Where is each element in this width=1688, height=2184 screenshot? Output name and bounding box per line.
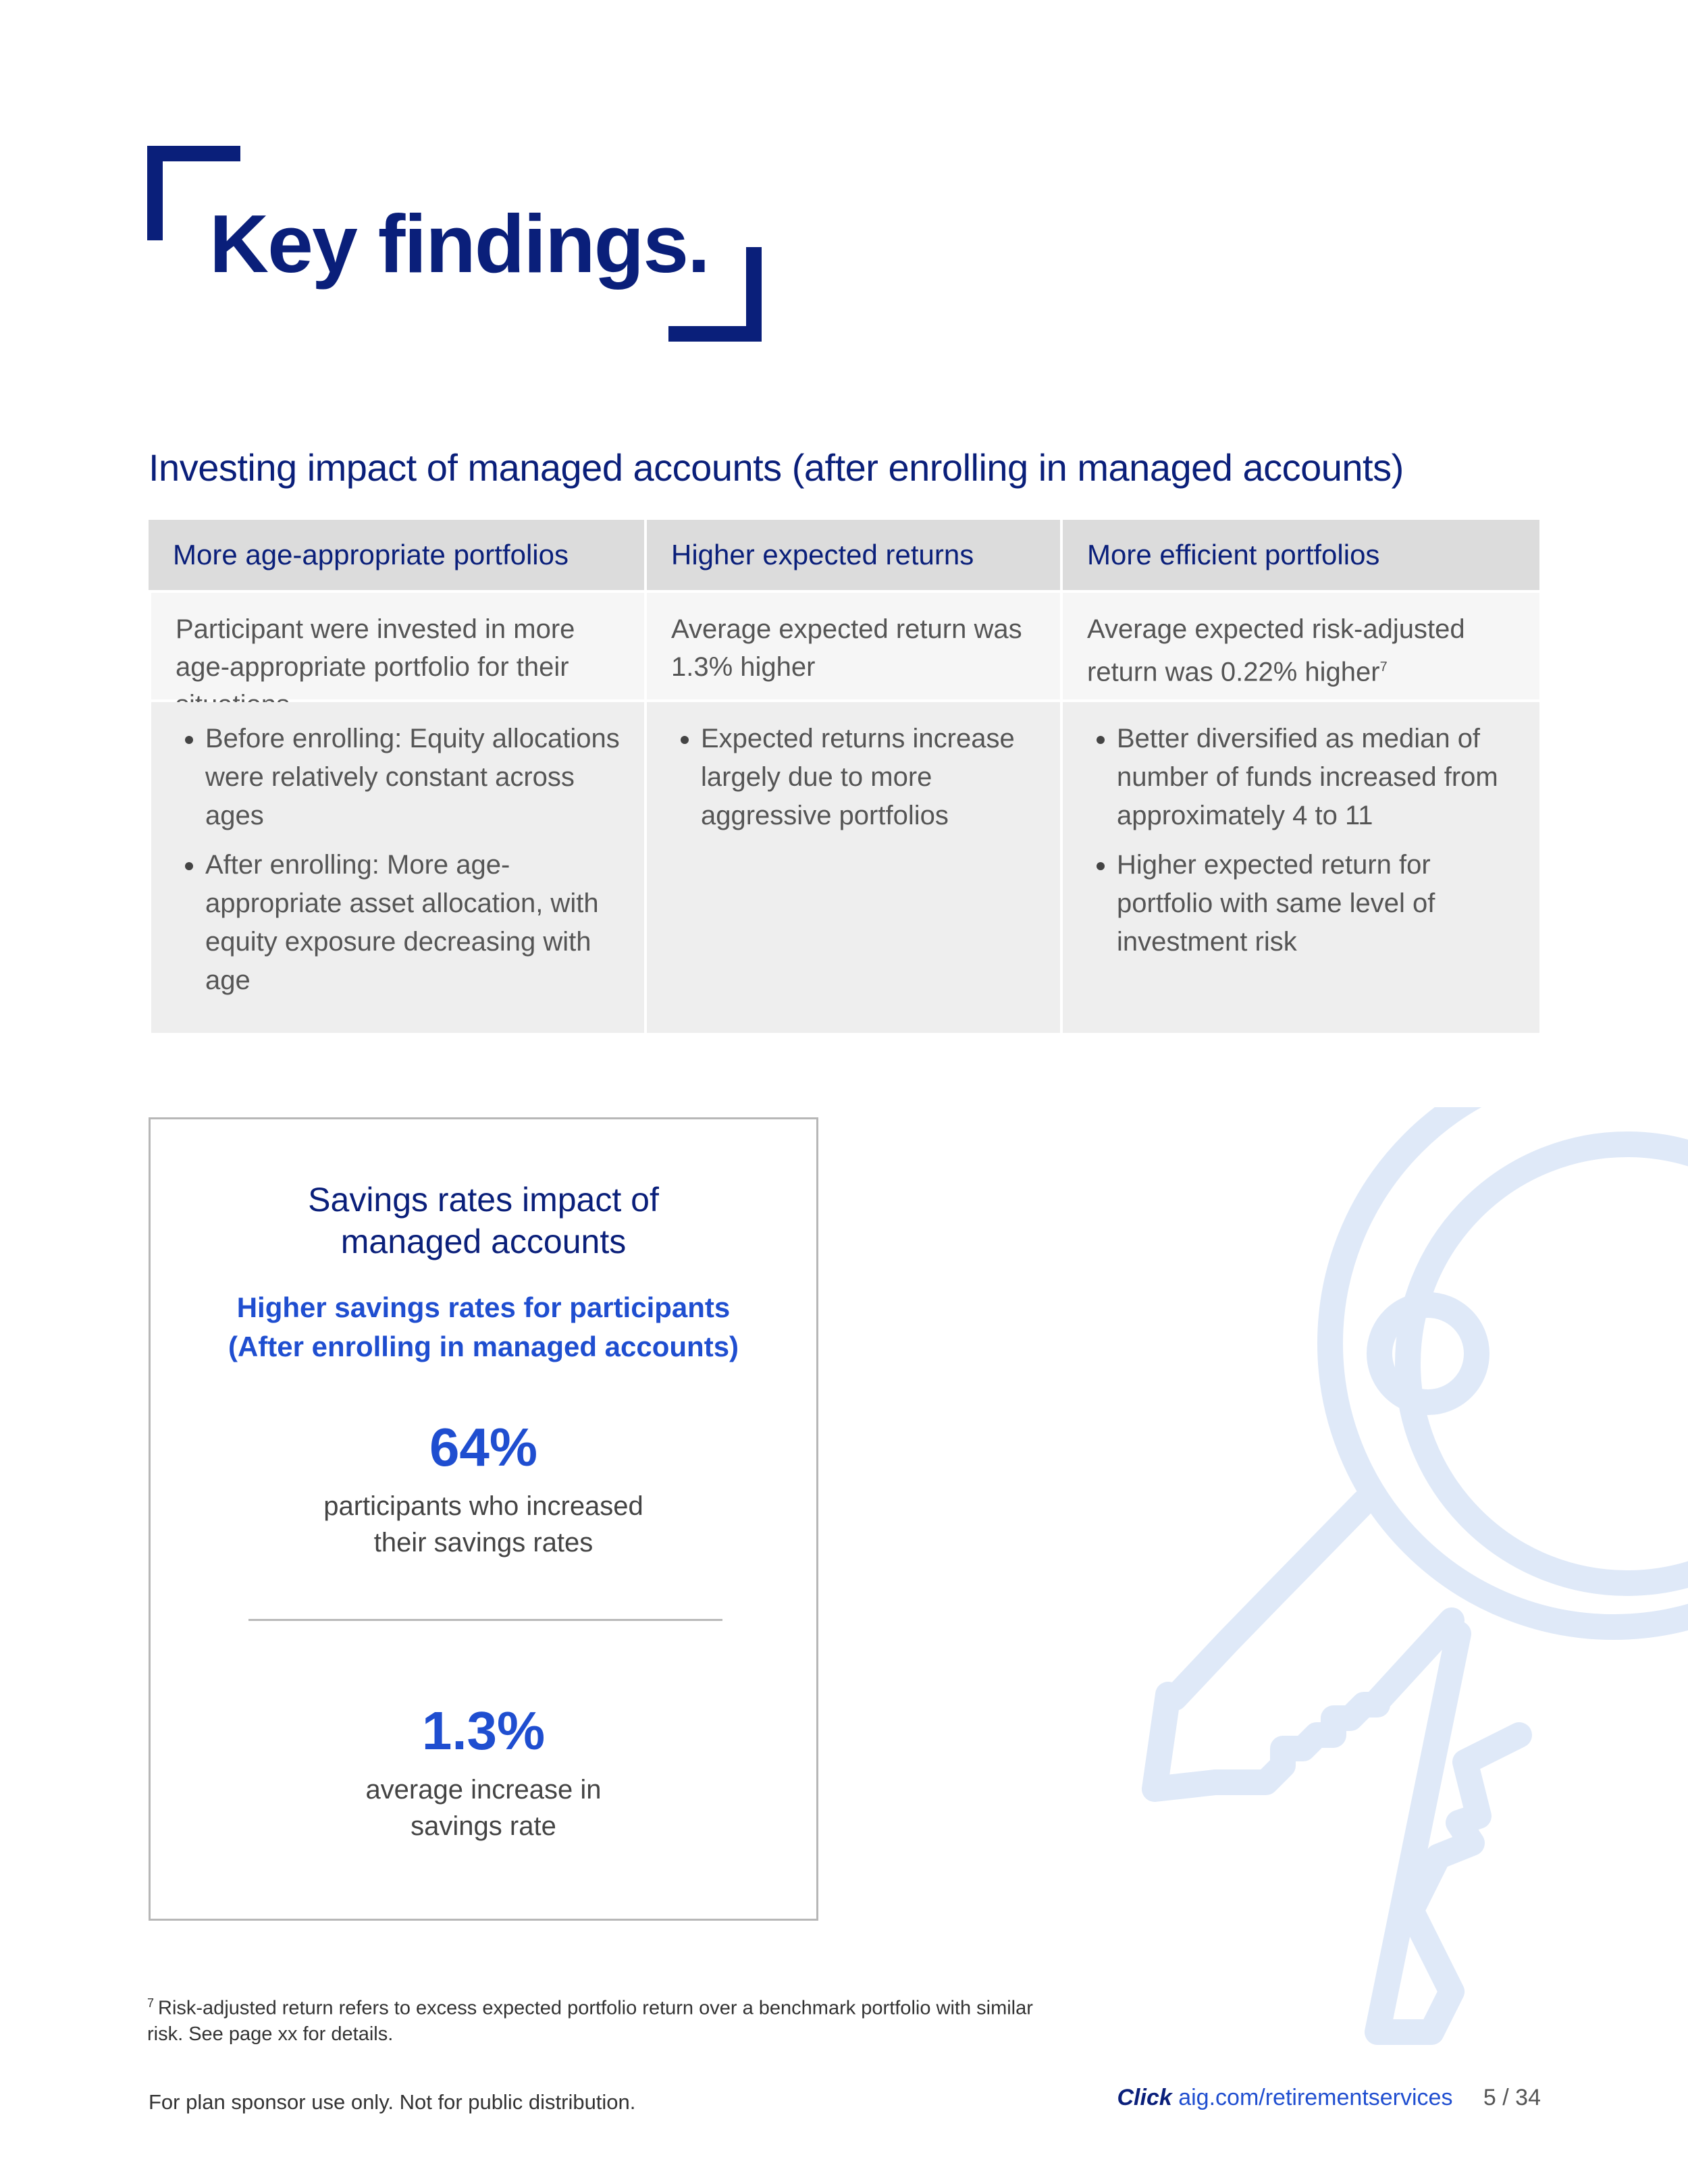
summary-text: Participant were invested in more age-appropriate portfolio for their — [176, 614, 575, 682]
click-label: Click — [1117, 2085, 1172, 2110]
footer-disclaimer: For plan sponsor use only. Not for public distribution. — [149, 2090, 636, 2114]
savings-title: Savings rates impact of managed accounts — [308, 1181, 659, 1260]
divider — [248, 1619, 722, 1621]
bullet-item: • Higher expected return for portfolio with same level of investment risk — [1117, 846, 1515, 961]
website-link[interactable]: aig.com/retirementservices — [1178, 2085, 1453, 2110]
savings-callout-box — [149, 1117, 818, 1921]
bullet-item: • After enrolling: More age-appropriate asset allocation, with equity exposure decreasing with age — [205, 846, 620, 1000]
column-header: More age-appropriate portfolios — [149, 520, 644, 593]
summary-text: Average expected risk-adjusted return was 0.22% higher — [1087, 614, 1465, 687]
bullet-list — [176, 720, 620, 1000]
bullet-list — [1087, 720, 1515, 961]
column-summary — [1060, 593, 1539, 702]
stat-caption-increase: average increase in savings rate — [365, 1775, 602, 1841]
column-details — [1060, 702, 1539, 1033]
title-block — [147, 146, 762, 342]
bullet-item: • Better diversified as median of number of funds increased from approximately 4 to 11 — [1117, 720, 1515, 835]
stat-caption-participants: participants who increased their savings rates — [323, 1491, 643, 1557]
page-number: 5 / 34 — [1483, 2085, 1541, 2110]
column-header: Higher expected returns — [644, 520, 1060, 593]
page-title: Key findings. — [209, 198, 709, 290]
footnote-ref: 7 — [1379, 660, 1388, 674]
bullet-list — [671, 720, 1036, 835]
stat-value-increase: 1.3% — [421, 1701, 546, 1761]
column-details — [149, 702, 644, 1033]
footnote-text: Risk-adjusted return refers to excess expected portfolio return over a benchmark portfolio with similar risk. See page xx for details. — [147, 1997, 1033, 2045]
bullet-item: • Expected returns increase largely due to more aggressive portfolios — [701, 720, 1036, 835]
column-details — [644, 702, 1060, 1033]
findings-table — [149, 520, 1539, 1033]
bullet-item: • Before enrolling: Equity allocations were relatively constant across ages — [205, 720, 620, 835]
summary-text: Average expected return was 1.3% higher — [671, 614, 1022, 682]
savings-subtitle: Higher savings rates for participants (After enrolling in managed accounts) — [228, 1291, 739, 1362]
keys-icon — [945, 1107, 1688, 2066]
column-summary — [149, 593, 644, 702]
footnote-mark: 7 — [147, 1996, 155, 2010]
stat-value-participants: 64% — [429, 1417, 538, 1477]
footer-nav — [1117, 2085, 1541, 2111]
section-heading: Investing impact of managed accounts (after enrolling in managed accounts) — [149, 446, 1404, 489]
column-summary — [644, 593, 1060, 702]
column-header: More efficient portfolios — [1060, 520, 1539, 593]
bracket-bottom-right-icon — [668, 247, 762, 342]
footnote — [147, 1990, 1038, 2047]
